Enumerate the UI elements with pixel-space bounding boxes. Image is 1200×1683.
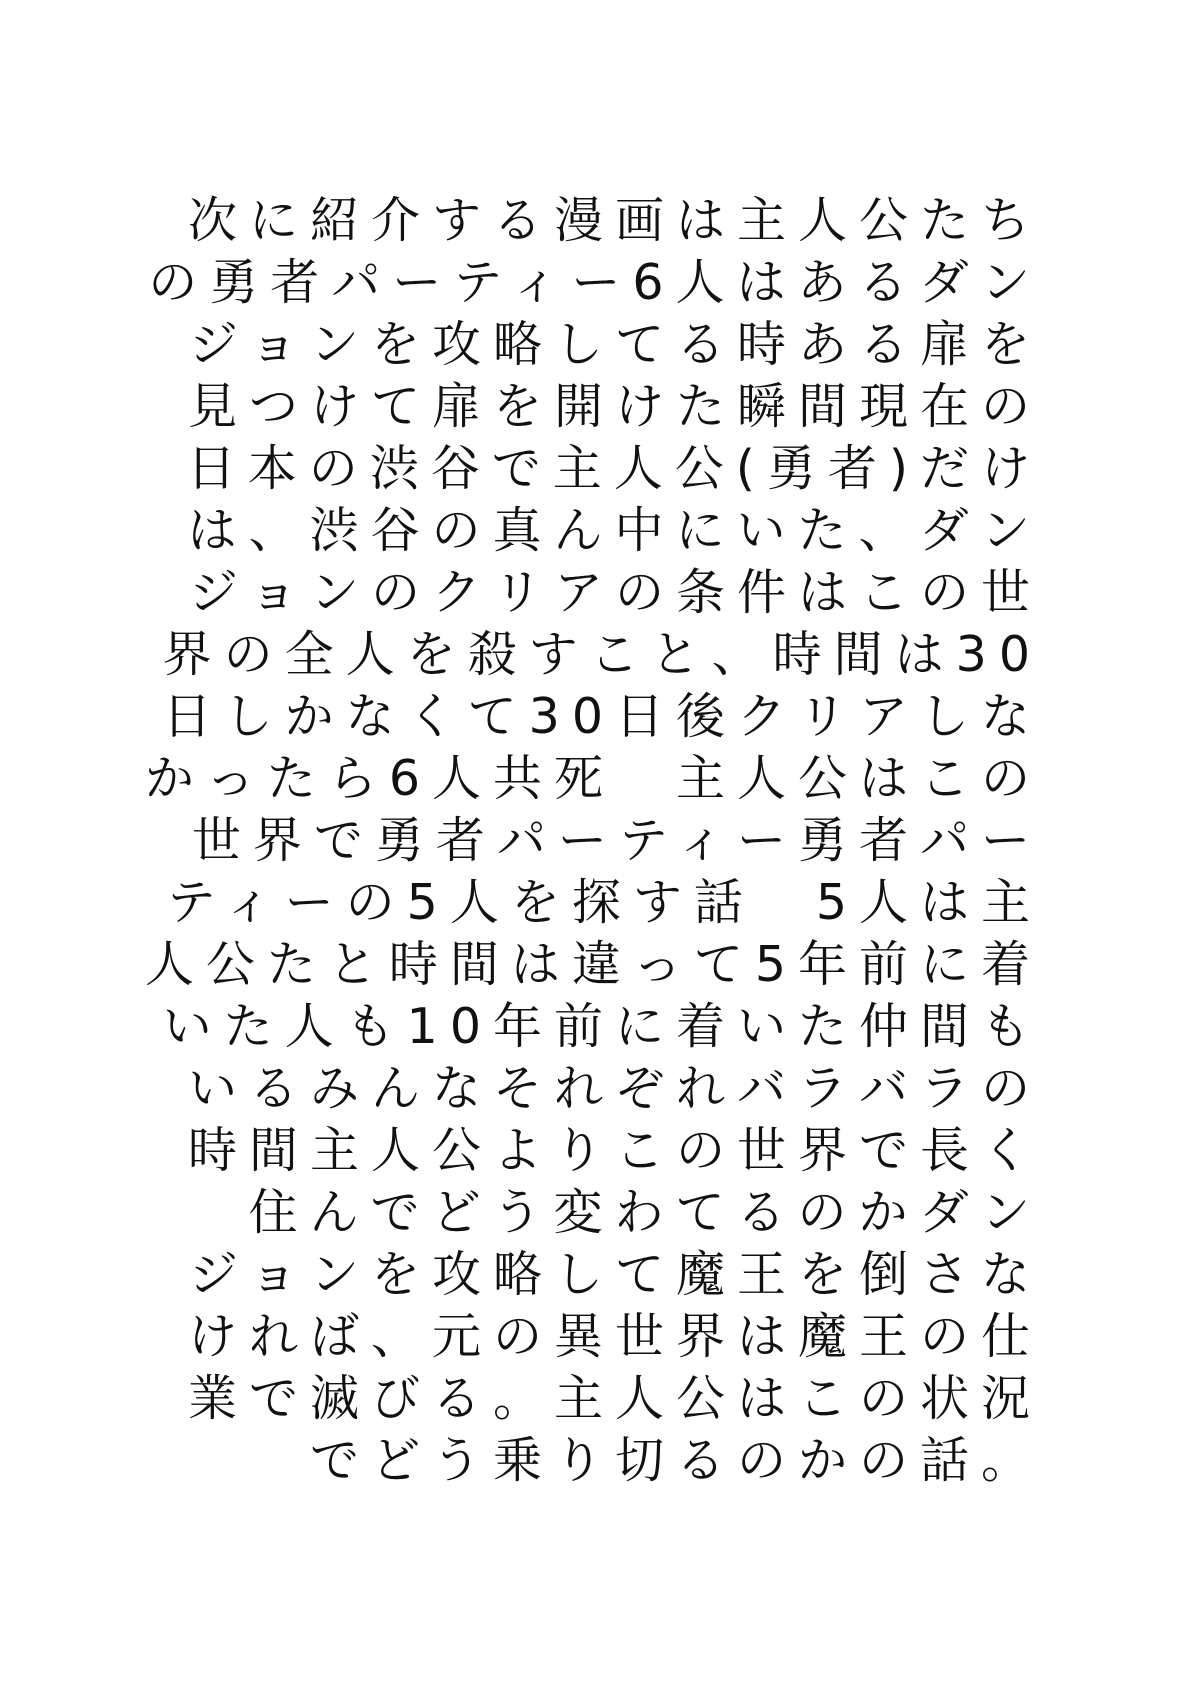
text-line-1: 次に紹介する漫画は主人公たち — [187, 192, 1042, 249]
text-line-3: ジョンを攻略してる時ある扉を — [188, 316, 1042, 373]
text-line-21: でどう乗り切るのかの話。 — [309, 1432, 1042, 1489]
story-text-block — [130, 190, 1042, 1492]
text-line-5: 日本の渋谷で主人公(勇者)だけ — [186, 440, 1042, 497]
text-line-11: 世界で勇者パーティー勇者パー — [191, 812, 1042, 869]
text-line-19: ければ、元の異世界は魔王の仕 — [187, 1308, 1042, 1365]
text-line-7: ジョンのクリアの条件はこの世 — [188, 564, 1042, 621]
text-line-17: 住んでどう変わてるのかダン — [248, 1184, 1042, 1241]
text-line-18: ジョンを攻略して魔王を倒さな — [188, 1246, 1042, 1303]
text-line-12: ティーの5人を探す話 5人は主 — [166, 874, 1042, 931]
text-line-15: いるみんなそれぞれバラバラの — [187, 1060, 1042, 1117]
text-line-6: は、渋谷の真ん中にいた、ダン — [187, 502, 1042, 559]
text-line-2: の勇者パーティー6人はあるダン — [148, 254, 1042, 311]
text-line-10: かったら6人共死 主人公はこの — [144, 750, 1042, 807]
text-line-4: 見つけて扉を開けた瞬間現在の — [187, 378, 1042, 435]
text-line-14: いた人も10年前に着いた仲間も — [162, 998, 1042, 1055]
text-line-13: 人公たと時間は違って5年前に着 — [144, 936, 1042, 993]
text-line-16: 時間主人公よりこの世界で長く — [187, 1122, 1042, 1179]
text-line-8: 界の全人を殺すこと、時間は30 — [162, 626, 1042, 683]
text-line-20: 業で滅びる。主人公はこの状況 — [187, 1370, 1042, 1427]
text-line-9: 日しかなくて30日後クリアしな — [162, 688, 1042, 745]
